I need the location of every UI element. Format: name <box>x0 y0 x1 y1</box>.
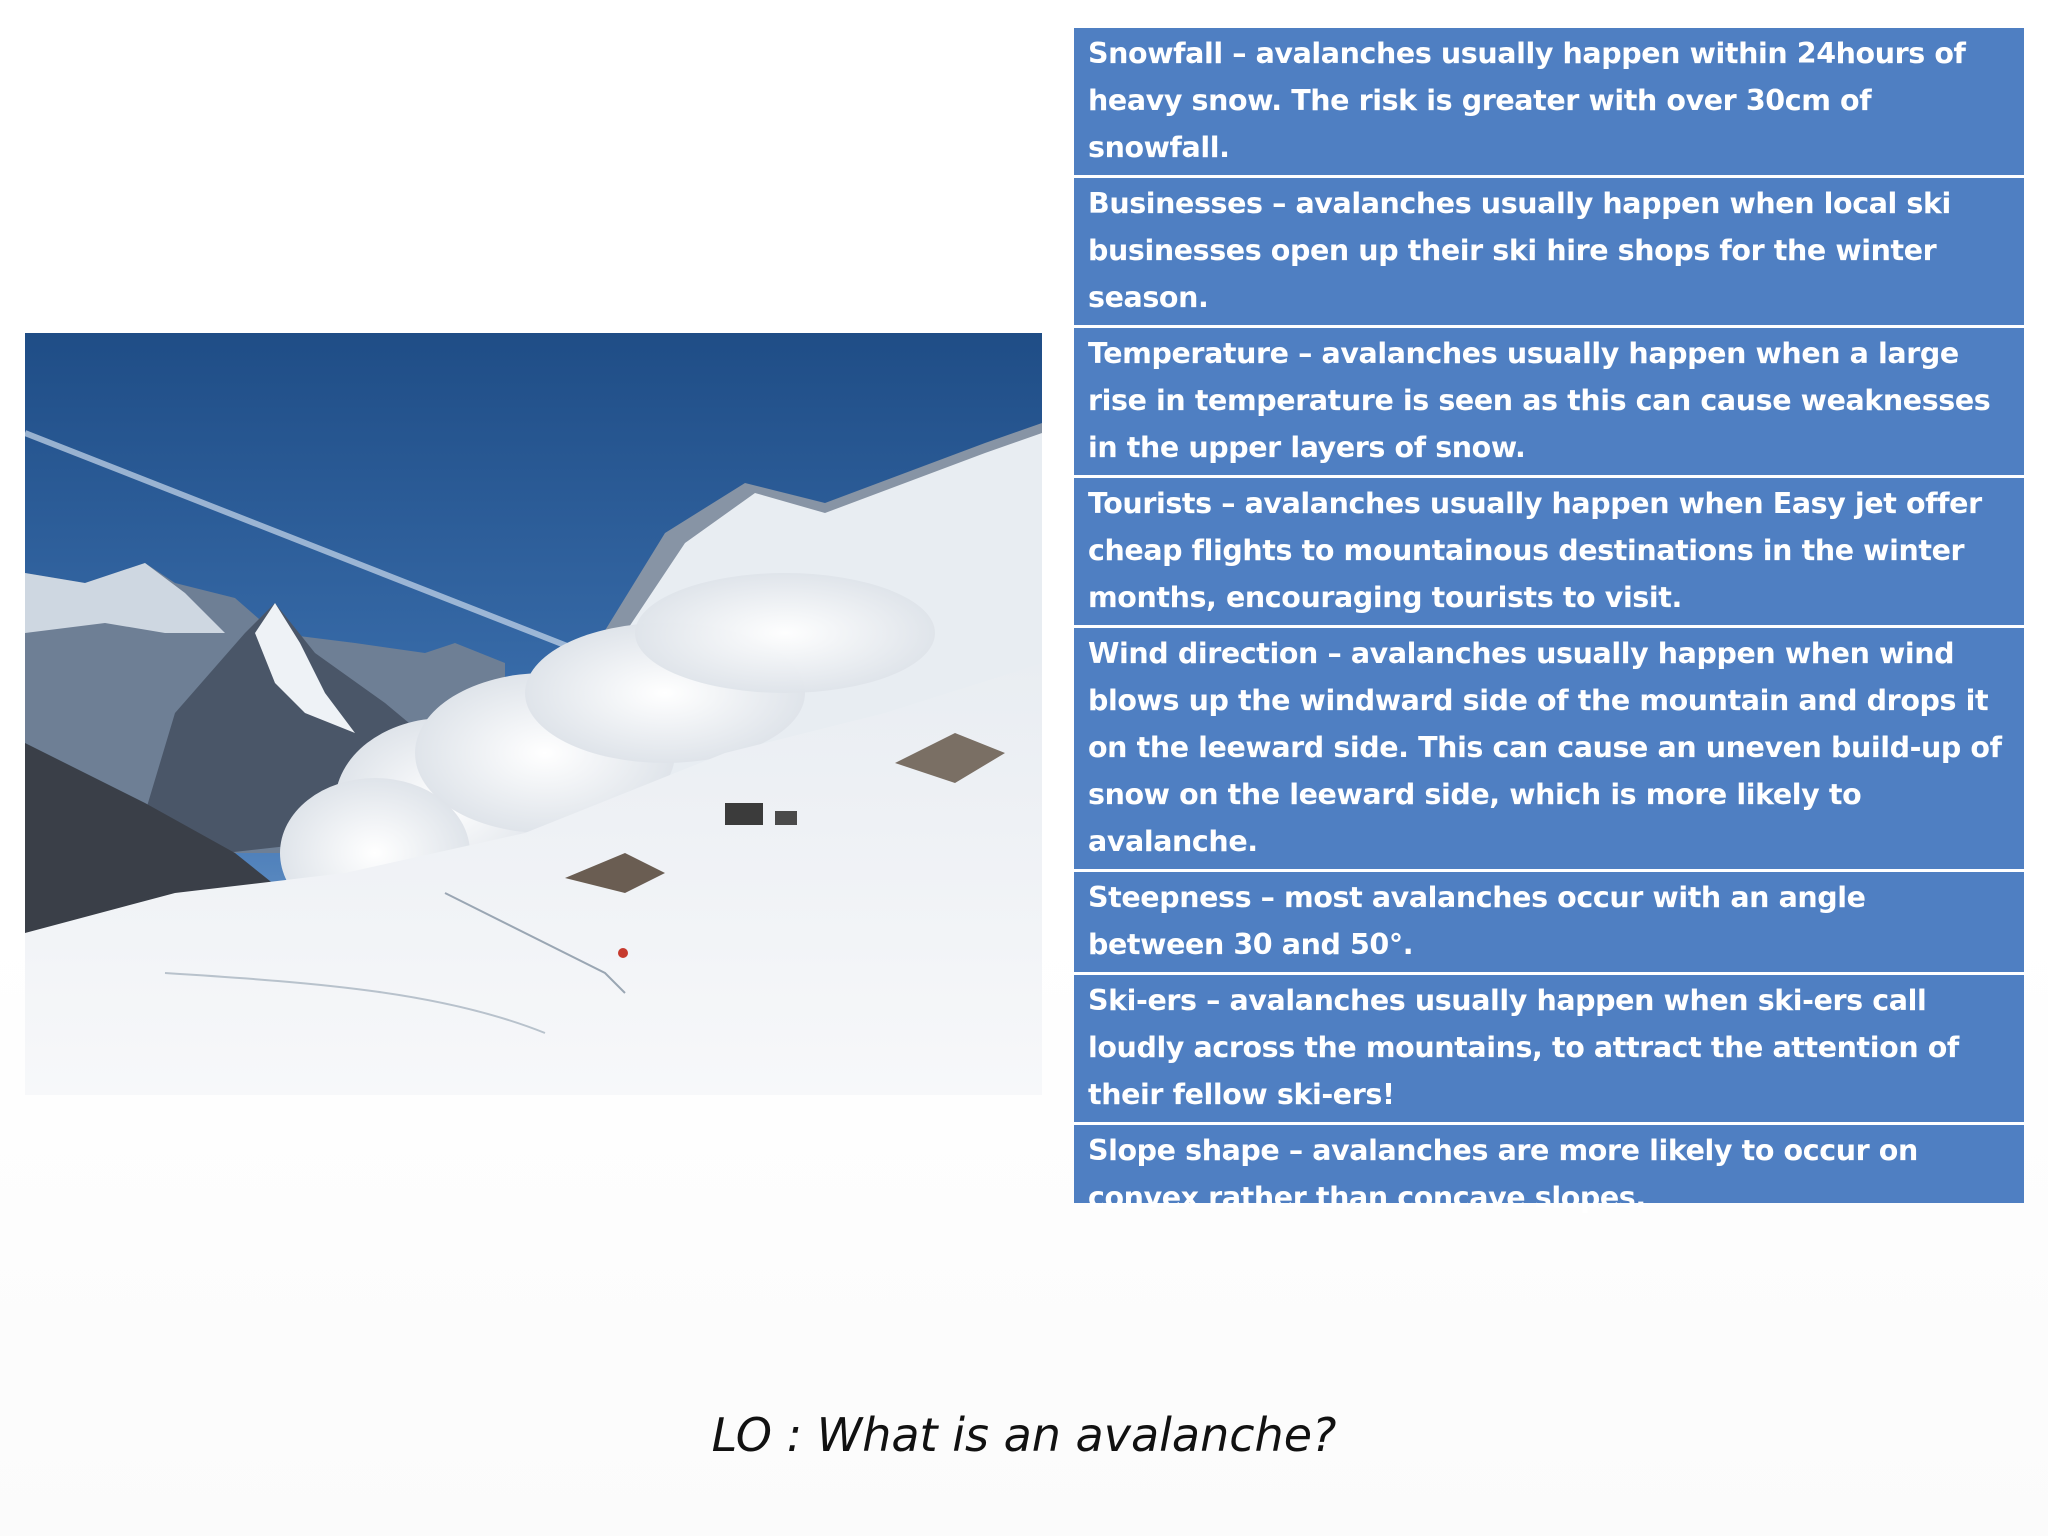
avalanche-illustration <box>25 333 1042 1095</box>
factor-steepness: Steepness – most avalanches occur with an angle between 30 and 50°. <box>1074 872 2024 975</box>
avalanche-factors-list <box>1074 28 2024 1214</box>
factor-temperature: Temperature – avalanches usually happen when a large rise in temperature is seen as this can cause weaknesses in the upper layers of snow. <box>1074 328 2024 478</box>
factor-snowfall: Snowfall – avalanches usually happen within 24hours of heavy snow. The risk is greater with over 30cm of snowfall. <box>1074 28 2024 178</box>
avalanche-photo <box>25 333 1042 1095</box>
factor-slope-shape: Slope shape – avalanches are more likely to occur on convex rather than concave slopes. <box>1088 1134 1918 1214</box>
factor-ski-ers: Ski-ers – avalanches usually happen when ski-ers call loudly across the mountains, to attract the attention of their fellow ski-ers! <box>1074 975 2024 1125</box>
factor-wind-direction: Wind direction – avalanches usually happen when wind blows up the windward side of the mountain and drops it on the leeward side. This can cause an uneven build-up of snow on the leeward side, which is more likely to avalanche. <box>1074 628 2024 872</box>
factor-businesses: Businesses – avalanches usually happen when local ski businesses open up their ski hire shops for the winter season. <box>1074 178 2024 328</box>
factor-tourists: Tourists – avalanches usually happen when Easy jet offer cheap flights to mountainous destinations in the winter months, encouraging tourists to visit. <box>1074 478 2024 628</box>
learning-objective-title: LO : What is an avalanche? <box>711 1408 1337 1462</box>
